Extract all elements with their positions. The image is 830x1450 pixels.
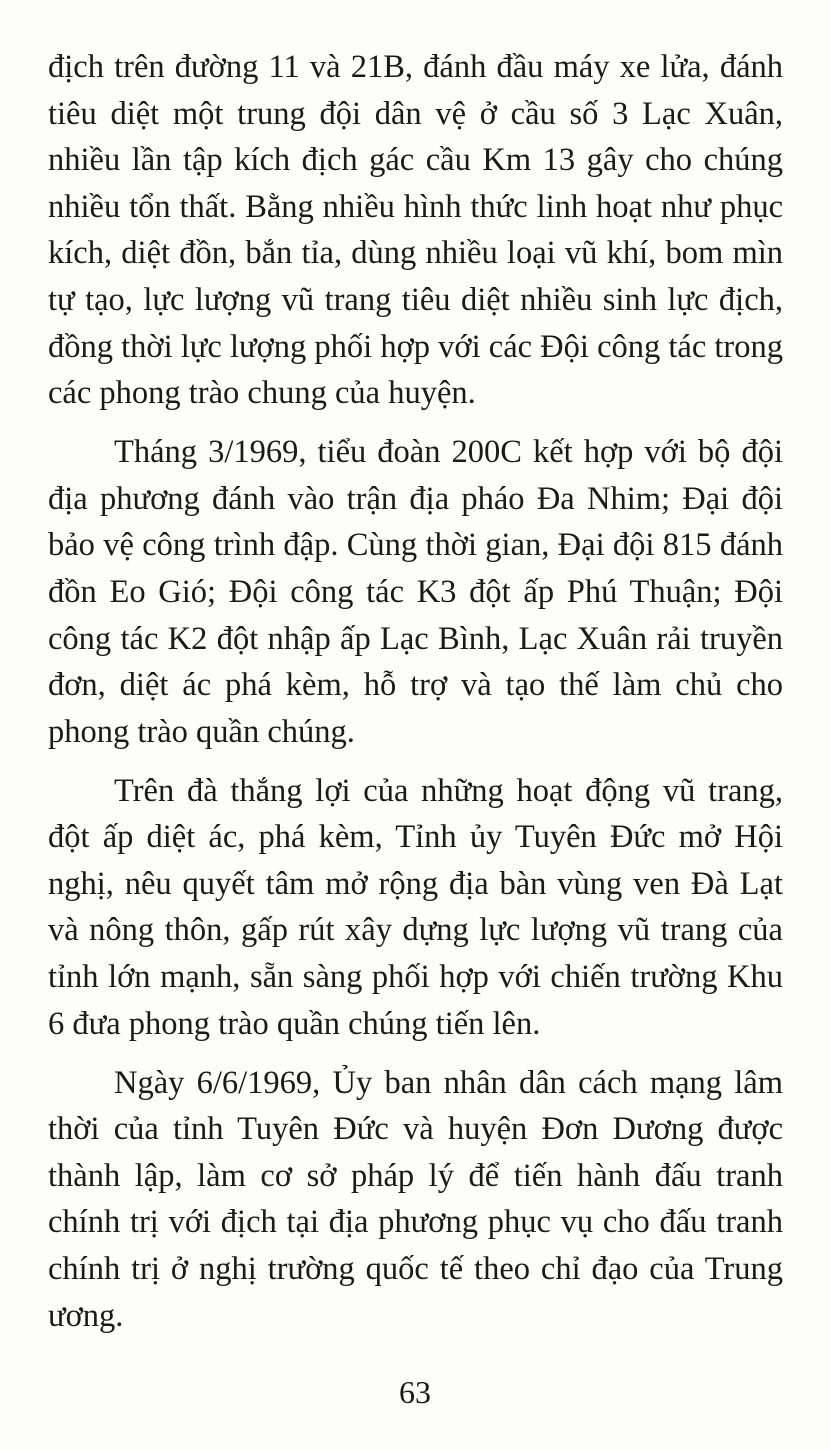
paragraph-3: Trên đà thắng lợi của những hoạt động vũ trang, đột ấp diệt ác, phá kèm, Tỉnh ủy Tuyên Đức mở Hội nghị, nêu quyết tâm mở rộng địa bàn vùng ven Đà Lạt và nông thôn, gấp rút xây dựng lực lượng vũ trang của tỉnh lớn mạnh, sẵn sàng phối hợp với chiến trường Khu 6 đưa phong trào quần chúng tiến lên. [48, 772, 783, 1042]
paragraph-4: Ngày 6/6/1969, Ủy ban nhân dân cách mạng lâm thời của tỉnh Tuyên Đức và huyện Đơn Dương được thành lập, làm cơ sở pháp lý để tiến hành đấu tranh chính trị với địch tại địa phương phục vụ cho đấu tranh chính trị ở nghị trường quốc tế theo chỉ đạo của Trung ương. [48, 1064, 783, 1334]
body-text [48, 44, 783, 1352]
page-number: 63 [399, 1374, 431, 1410]
paragraph-1: địch trên đường 11 và 21B, đánh đầu máy xe lửa, đánh tiêu diệt một trung đội dân vệ ở cầu số 3 Lạc Xuân, nhiều lần tập kích địch gác cầu Km 13 gây cho chúng nhiều tổn thất. Bằng nhiều hình thức linh hoạt như phục kích, diệt đồn, bắn tỉa, dùng nhiều loại vũ khí, bom mìn tự tạo, lực lượng vũ trang tiêu diệt nhiều sinh lực địch, đồng thời lực lượng phối hợp với các Đội công tác trong các phong trào chung của huyện. [48, 49, 783, 412]
paragraph-2: Tháng 3/1969, tiểu đoàn 200C kết hợp với bộ đội địa phương đánh vào trận địa pháo Đa Nhim; Đại đội bảo vệ công trình đập. Cùng thời gian, Đại đội 815 đánh đồn Eo Gió; Đội công tác K3 đột ấp Phú Thuận; Đội công tác K2 đột nhập ấp Lạc Bình, Lạc Xuân rải truyền đơn, diệt ác phá kèm, hỗ trợ và tạo thế làm chủ cho phong trào quần chúng. [48, 434, 783, 750]
